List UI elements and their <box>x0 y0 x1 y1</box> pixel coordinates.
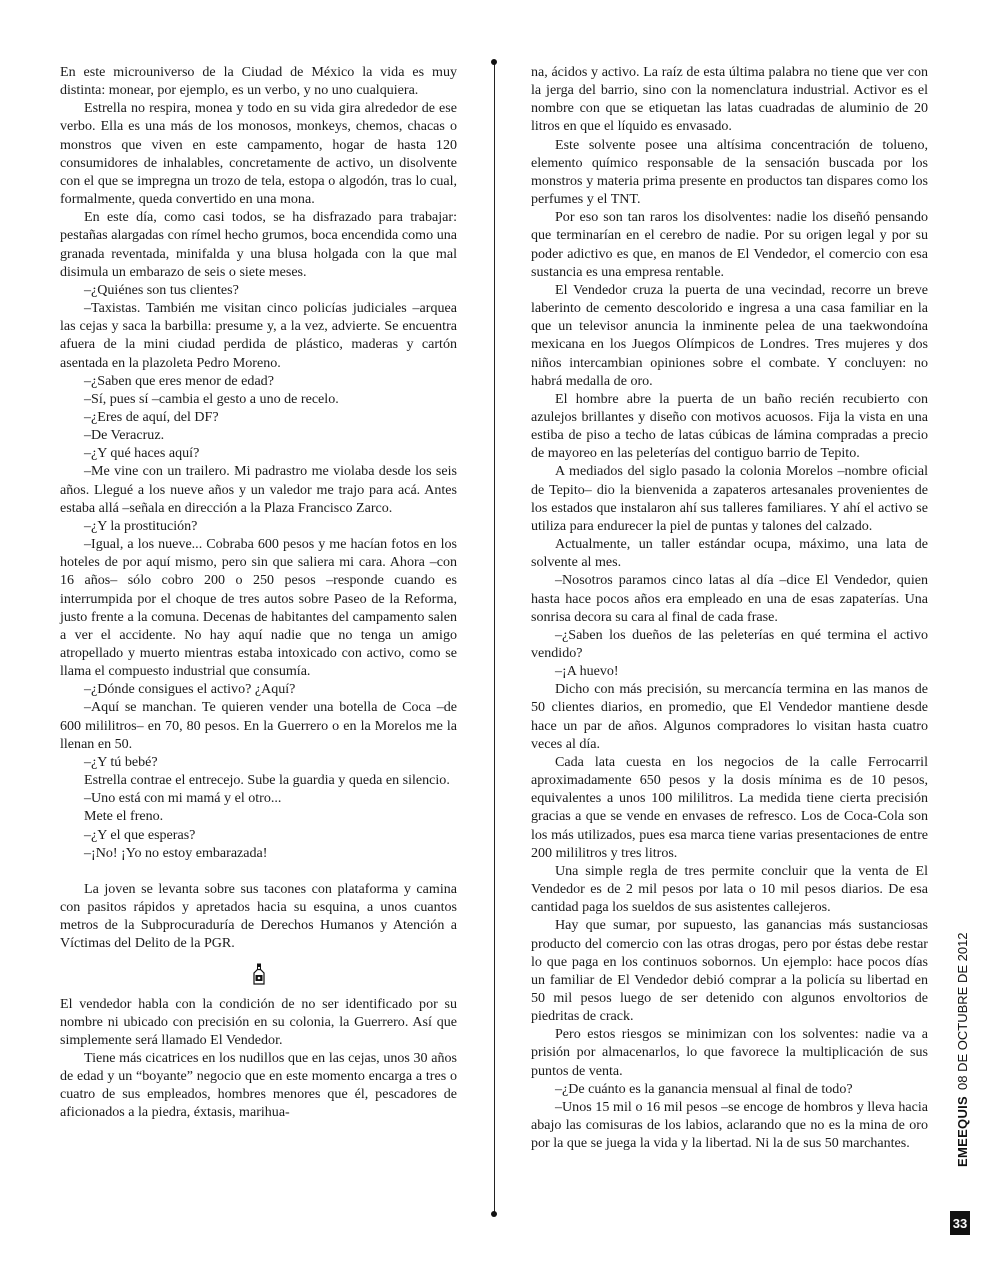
paragraph: –¿Y tú bebé? <box>84 753 158 770</box>
paragraph: –¡No! ¡Yo no estoy embarazada! <box>84 844 268 861</box>
paragraph: –Uno está con mi mamá y el otro... <box>84 790 282 807</box>
paragraph: En este día, como casi todos, se ha disfrazado para trabajar: pestañas alargadas con rímel hecho grumos, boca encendida como una granada reventada, minifalda y una blusa holgada con la que mal disimula un embarazo de seis o siete meses. <box>60 209 457 280</box>
paragraph: –Sí, pues sí –cambia el gesto a uno de recelo. <box>84 390 339 407</box>
paragraph: Por eso son tan raros los disolventes: nadie los diseñó pensando que terminarían en el cerebro de nadie. Por su origen legal y por su poder adictivo es que, en manos de El Vendedor, el comercio con esa sustancia es una empresa rentable. <box>531 209 928 280</box>
magazine-name: EMEEQUIS <box>955 1095 970 1167</box>
sidebar-text <box>951 932 975 1170</box>
paragraph: –¿Eres de aquí, del DF? <box>84 408 219 425</box>
paragraph: –Aquí se manchan. Te quieren vender una botella de Coca –de 600 mililitros– en 70, 80 pesos. En la Guerrero o en la Morelos me la llenan en 50. <box>60 699 457 752</box>
paragraph: –¿Y qué haces aquí? <box>84 445 200 462</box>
paragraph: El Vendedor cruza la puerta de una vecindad, recorre un breve laberinto de cemento descolorido e ingresa a una casa familiar en la que un televisor anuncia la inminente pelea de una taekwondoína mexicana en los Juegos Olímpicos de Londres. Tres mujeres y dos niños intercambian opiniones sobre el combate. Y concluyen: no habrá medalla de oro. <box>531 281 928 389</box>
paragraph: Una simple regla de tres permite concluir que la venta de El Vendedor es de 2 mil pesos por lata o 10 mil pesos diarios. De esa cantidad paga los sueldos de sus asistentes callejeros. <box>531 862 928 916</box>
paragraph: Estrella no respira, monea y todo en su vida gira alrededor de ese verbo. Ella es una más de los monosos, monkeys, chemos, chacas o monstros que viven en este campamento, hogar de hasta 120 consumidores de inhalables, concretamente de activo, un disolvente con el que se impregna un trozo de tela, estopa o algodón, tras lo cual, formalmente, queda convertido en una mona. <box>60 100 457 208</box>
paragraph: Mete el freno. <box>84 808 164 825</box>
paragraph: –Igual, a los nueve... Cobraba 600 pesos y me hacían fotos en los hoteles de por aquí mismo, pero sin que saliera mi cara. Ahora –con 16 años– sólo cobro 200 o 250 pesos –responde cuando es interrumpida por el choque de tres autos sobre Paseo de la Reforma, justo frente a la comuna. Decenas de habitantes del campamento salen a ver el accidente. No hay aquí nadie que no tenga un amigo atropellado y muerto mientras estaba intoxicado con activo, como se llama el compuesto industrial que consumía. <box>60 536 457 680</box>
paragraph: –¿Dónde consigues el activo? ¿Aquí? <box>84 681 296 698</box>
paragraph: Pero estos riesgos se minimizan con los solventes: nadie va a prisión por almacenarlos, lo que favorece la multiplicación de sus puntos de venta. <box>531 1026 928 1079</box>
page-number: 33 <box>950 1211 970 1235</box>
right-column <box>531 63 928 1152</box>
paragraph: El vendedor habla con la condición de no ser identificado por su nombre ni ubicado con precisión en su colonia, la Guerrero. Así que simplemente será llamado El Vendedor. <box>60 995 457 1048</box>
bottle-ornament-icon <box>252 963 266 985</box>
paragraph: A mediados del siglo pasado la colonia Morelos –nombre oficial de Tepito– dio la bienvenida a zapateros artesanales provenientes de los estados que instalaron ahí sus talleres familiares. Y ahí el activo se utiliza para endurecer la piel de puntas y talones del calzado. <box>531 463 928 534</box>
paragraph: –¿Saben los dueños de las peleterías en qué termina el activo vendido? <box>531 626 928 661</box>
paragraph: Este solvente posee una altísima concentración de tolueno, elemento químico responsable de la sensación buscada por los monstros y materia prima presente en productos tan dispares como los perfumes y el TNT. <box>531 136 928 208</box>
paragraph: Hay que sumar, por supuesto, las ganancias más sustanciosas producto del comercio con las otras drogas, pero por éstas debe restar lo que paga en los continuos sobornos. Un ejemplo: hace pocos días un familiar de El Vendedor debió comprar a la policía su libertad en 50 mil pesos luego de ser detenido con algunos envoltorios de piedritas de crack. <box>531 917 928 1025</box>
paragraph: Estrella contrae el entrecejo. Sube la guardia y queda en silencio. <box>84 772 450 789</box>
paragraph: –Nosotros paramos cinco latas al día –dice El Vendedor, quien hasta hace pocos años era empleado en una de esas zapaterías. Una sonrisa decora su cara al final de cada frase. <box>531 572 928 625</box>
column-divider <box>494 60 495 1216</box>
section-ornament <box>60 957 457 991</box>
paragraph: –De Veracruz. <box>84 427 165 444</box>
paragraph: El hombre abre la puerta de un baño recién recubierto con azulejos brillantes y diseño con motivos acuosos. Fija la vista en una estiba de piso a techo de latas cúbicas de lámina compradas a precio de mayoreo en las peleterías del contiguo barrio de Tepito. <box>531 390 928 462</box>
paragraph: Tiene más cicatrices en los nudillos que en las cejas, unos 30 años de edad y un “boyante” negocio que en este momento encarga a tres o cuatro de sus empleados, hombres menores que él, pescadores de aficionados a la piedra, éxtasis, marihua- <box>60 1049 457 1121</box>
paragraph: na, ácidos y activo. La raíz de esta última palabra no tiene que ver con la jerga del barrio, sino con la nomenclatura industrial. Activor es el nombre con que se etiquetan las latas cuadradas de aluminio de 20 litros en que el líquido es envasado. <box>531 64 928 135</box>
paragraph: En este microuniverso de la Ciudad de México la vida es muy distinta: monear, por ejemplo, es un verbo, y no uno cualquiera. <box>60 64 457 99</box>
divider-bottom-dot <box>491 1211 497 1217</box>
issue-date: 08 DE OCTUBRE DE 2012 <box>955 932 970 1090</box>
divider-top-dot <box>491 59 497 65</box>
magazine-sidebar <box>951 932 975 1170</box>
paragraph: –Me vine con un trailero. Mi padrastro me violaba desde los seis años. Llegué a los nueve años y un valedor me trajo para acá. Antes estaba allá –señala en dirección a la Plaza Francisco Zarco. <box>60 463 457 516</box>
paragraph: Cada lata cuesta en los negocios de la calle Ferrocarril aproximadamente 650 pesos y la dosis mínima es de 10 pesos, equivalentes a unos 100 mililitros. La medida tiene cierta precisión gracias a que se vende en envases de refresco. Los de Coca-Cola son los más utilizados, pues esa marca tiene varias presentaciones de entre 200 mililitros y tres litros. <box>531 753 928 861</box>
paragraph: La joven se levanta sobre sus tacones con plataforma y camina con pasitos rápidos y apretados hacia su esquina, a unos cuantos metros de la Subprocuraduría de Derechos Humanos y Atención a Víctimas del Delito de la PGR. <box>60 880 457 952</box>
paragraph: –¿Y la prostitución? <box>84 517 198 534</box>
left-column <box>60 63 457 1122</box>
paragraph: –¿Y el que esperas? <box>84 826 196 843</box>
paragraph: –¿Quiénes son tus clientes? <box>84 281 239 298</box>
paragraph: –Taxistas. También me visitan cinco policías judiciales –arquea las cejas y saca la barbilla: presume y, a la vez, advierte. Se encuentra afuera de la mini ciudad perdida de plástico, maderas y cartón asentada en la plazoleta Pedro Moreno. <box>60 300 457 371</box>
paragraph: –¿Saben que eres menor de edad? <box>84 372 274 389</box>
paragraph: Actualmente, un taller estándar ocupa, máximo, una lata de solvente al mes. <box>531 536 928 571</box>
paragraph: –¿De cuánto es la ganancia mensual al final de todo? <box>555 1080 853 1097</box>
paragraph: Dicho con más precisión, su mercancía termina en las manos de 50 clientes diarios, en promedio, que El Vendedor mantiene desde hace un par de años. Algunos compradores lo visitan hasta cuatro veces al día. <box>531 681 928 752</box>
paragraph: –¡A huevo! <box>555 663 619 680</box>
paragraph: –Unos 15 mil o 16 mil pesos –se encoge de hombros y lleva hacia abajo las comisuras de los labios, aclarando que no es la mina de oro por la que se juega la vida y la libertad. Ni la de sus 50 marchantes. <box>531 1098 928 1152</box>
